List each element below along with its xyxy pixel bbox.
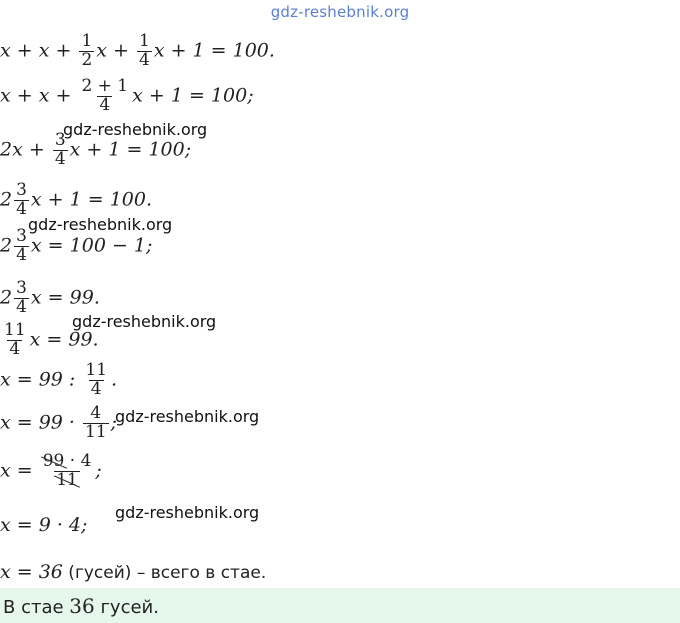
term: x = <box>0 459 39 482</box>
term: x = 99. <box>30 286 100 309</box>
equation-line-7 <box>0 322 99 359</box>
term: 2 <box>0 234 13 257</box>
term: x + 1 = 100; <box>132 84 254 107</box>
denominator: 4 <box>99 94 111 115</box>
numerator: 11 <box>4 320 26 340</box>
term: x = 99. <box>29 328 99 351</box>
term: x + x + <box>0 84 78 107</box>
numerator: 3 <box>16 226 27 246</box>
denominator: 4 <box>16 198 27 219</box>
fraction <box>14 182 29 219</box>
cancelled-number: 99 <box>42 451 65 471</box>
denominator: 4 <box>138 49 150 70</box>
numerator: 3 <box>16 180 27 200</box>
denominator: 4 <box>16 296 27 317</box>
equation-line-10 <box>0 453 102 490</box>
equation-line-1 <box>0 33 275 70</box>
equation-line-9 <box>0 405 117 442</box>
term: x = 99 · <box>0 411 82 434</box>
denominator: 4 <box>90 378 102 399</box>
watermark: gdz-reshebnik.org <box>28 215 173 234</box>
fraction <box>53 132 68 169</box>
numerator: 3 <box>16 278 27 298</box>
numerator: 4 <box>90 403 102 423</box>
equation-line-3 <box>0 132 191 169</box>
term: x = 9 · 4; <box>0 514 88 536</box>
term: x + 1 = 100. <box>153 39 275 62</box>
term: x = 36 <box>0 561 63 583</box>
term: 2 <box>0 188 13 211</box>
fraction <box>83 362 109 399</box>
equation-line-8 <box>0 362 117 399</box>
equation-line-5 <box>0 228 152 265</box>
equation-line-11 <box>0 516 87 535</box>
fraction <box>79 33 94 70</box>
numerator: 1 <box>138 31 150 51</box>
fraction <box>79 78 130 115</box>
watermark: gdz-reshebnik.org <box>72 312 217 331</box>
fraction <box>2 322 28 359</box>
equation-line-12 <box>0 563 266 582</box>
factor: · 4 <box>64 451 92 471</box>
term: x = 99 : <box>0 368 82 391</box>
answer-prefix: В стае <box>3 596 70 618</box>
denominator: 4 <box>16 244 27 265</box>
numerator: 3 <box>54 130 66 150</box>
denominator: 4 <box>9 338 21 359</box>
term: ; <box>95 459 102 482</box>
term: x + 1 = 100; <box>69 138 192 161</box>
numerator: 1 <box>81 31 93 51</box>
equation-line-2 <box>0 78 254 115</box>
denominator: 2 <box>81 49 93 70</box>
term: . <box>111 368 118 391</box>
term: ; <box>110 411 118 434</box>
watermark: gdz-reshebnik.org <box>115 503 260 522</box>
fraction <box>41 453 94 490</box>
term: x + x + <box>0 39 78 62</box>
watermark: gdz-reshebnik.org <box>115 407 260 426</box>
equation-line-4 <box>0 182 152 219</box>
watermark: gdz-reshebnik.org <box>63 120 208 139</box>
answer-box <box>0 588 680 623</box>
fraction <box>137 33 152 70</box>
term: 2x + <box>0 138 51 161</box>
term: x + <box>96 39 135 62</box>
answer-suffix: гусей. <box>94 596 159 618</box>
denominator: 4 <box>54 148 66 169</box>
numerator: 2 + 1 <box>81 76 129 96</box>
numerator: 11 <box>85 360 108 380</box>
term: 2 <box>0 286 13 309</box>
cancelled-number: 11 <box>56 469 78 490</box>
fraction <box>14 228 29 265</box>
answer-number: 36 <box>69 593 95 618</box>
numerator <box>41 453 94 471</box>
answer-text <box>0 594 159 618</box>
fraction <box>83 405 109 442</box>
denominator <box>54 471 80 490</box>
watermark-top: gdz-reshebnik.org <box>270 3 410 21</box>
term: x = 100 − 1; <box>30 234 153 257</box>
fraction <box>14 280 29 317</box>
term: x + 1 = 100. <box>30 188 153 211</box>
result-description: (гусей) – всего в стае. <box>62 563 267 583</box>
denominator: 11 <box>85 421 107 442</box>
